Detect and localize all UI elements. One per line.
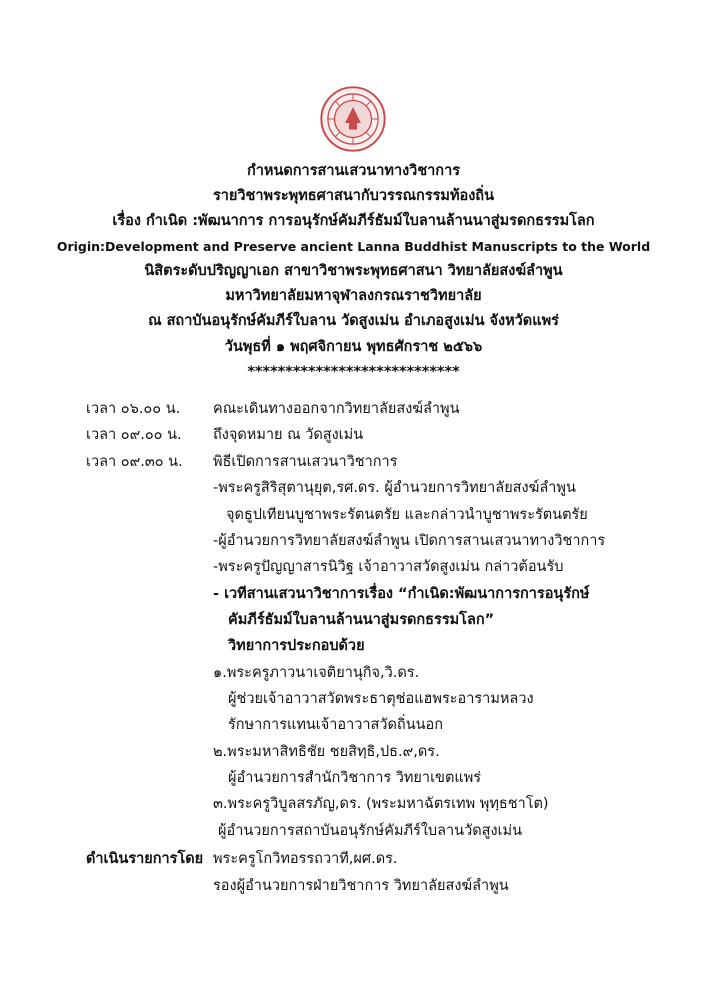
moderator-name: พระครูโกวิทอรรถวาที,ผศ.ดร. <box>213 851 398 867</box>
subject-english: Origin:Development and Preserve ancient Lanna Buddhist Manuscripts to the World <box>56 239 651 254</box>
opening-item: -ผู้อำนวยการวิทยาลัยสงฆ์ลำพูน เปิดการสานเสวนาทางวิชาการ <box>213 533 606 549</box>
opening-item: จุดธูปเทียนบูชาพระรัตนตรัย และกล่าวนำบูชาพระรัตนตรัย <box>226 507 588 523</box>
page-title: กำหนดการสานเสวนาทางวิชาการ <box>246 163 461 179</box>
schedule-text: คณะเดินทางออกจากวิทยาลัยสงฆ์ลำพูน <box>213 401 460 417</box>
students-line: นิสิตระดับปริญญาเอก สาขาวิชาพระพุทธศาสนา วิทยาลัยสงฆ์ลำพูน <box>144 263 563 279</box>
opening-item: -พระครูสิริสุตานุยุต,รศ.ดร. ผู้อำนวยการวิทยาลัยสงฆ์ลำพูน <box>213 480 576 496</box>
moderator-label: ดำเนินรายการโดย <box>86 851 204 867</box>
moderator-position: รองผู้อำนวยการฝ่ายวิชาการ วิทยาลัยสงฆ์ลำพูน <box>213 878 509 894</box>
speakers-heading: วิทยาการประกอบด้วย <box>228 638 365 654</box>
schedule-time: เวลา ๐๖.๐๐ น. <box>86 401 181 417</box>
divider: **************************** <box>247 364 460 380</box>
university-seal-icon <box>320 86 386 152</box>
schedule-text: พิธีเปิดการสานเสวนาวิชาการ <box>213 454 398 470</box>
forum-title: - เวทีสานเสวนาวิชาการเรื่อง “กำเนิด:พัฒนาการการอนุรักษ์ <box>213 586 590 602</box>
speaker-position: ผู้อำนวยการสถาบันอนุรักษ์คัมภีร์ใบลานวัดสูงเม่น <box>218 823 522 839</box>
subject-title: เรื่อง กำเนิด :พัฒนาการ การอนุรักษ์คัมภีร์ธัมม์ใบลานล้านนาสู่มรดกธรรมโลก <box>112 213 595 229</box>
speaker-position: ผู้อำนวยการสำนักวิชาการ วิทยาเขตแพร่ <box>228 770 482 786</box>
speaker-position: ผู้ช่วยเจ้าอาวาสวัดพระธาตุช่อแฮพระอารามหลวง <box>228 691 534 707</box>
speaker-position: รักษาการแทนเจ้าอาวาสวัดถิ่นนอก <box>228 717 444 733</box>
date-line: วันพุธที่ ๑ พฤศจิกายน พุทธศักราช ๒๕๖๖ <box>224 339 483 355</box>
schedule-time: เวลา ๐๙.๓๐ น. <box>86 454 183 470</box>
forum-title-continued: คัมภีร์ธัมม์ใบลานล้านนาสู่มรดกธรรมโลก” <box>228 612 495 628</box>
university-name: มหาวิทยาลัยมหาจุฬาลงกรณราชวิทยาลัย <box>225 288 482 304</box>
opening-item: -พระครูปัญญาสารนิวิฐ เจ้าอาวาสวัดสูงเม่น กล่าวต้อนรับ <box>213 559 564 575</box>
speaker-name: ๑.พระครูภาวนาเจติยานุกิจ,วิ.ดร. <box>213 665 420 681</box>
venue-line: ณ สถาบันอนุรักษ์คัมภีร์ใบลาน วัดสูงเม่น อำเภอสูงเม่น จังหวัดแพร่ <box>148 313 559 329</box>
schedule-time: เวลา ๐๙.๐๐ น. <box>86 427 182 443</box>
schedule-text: ถึงจุดหมาย ณ วัดสูงเม่น <box>213 427 364 443</box>
speaker-name: ๓.พระครูวิบูลสรภัญ,ดร. (พระมหาฉัตรเทพ พุทฺธชาโต) <box>213 796 549 812</box>
speaker-name: ๒.พระมหาสิทธิชัย ชยสิทฺธิ,ปธ.๙,ดร. <box>213 744 440 760</box>
course-name: รายวิชาพระพุทธศาสนากับวรรณกรรมท้องถิ่น <box>212 188 494 204</box>
